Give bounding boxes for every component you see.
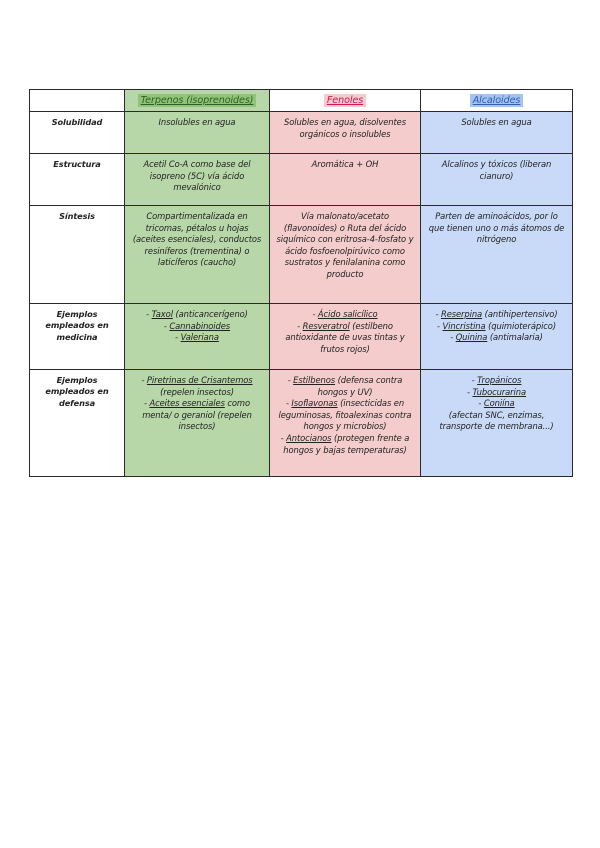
example-name: Isoflavonas — [291, 398, 338, 409]
header-row — [30, 90, 573, 112]
example-name: Vincristina — [442, 320, 486, 331]
example-name: Resveratrol — [302, 320, 350, 331]
example-note: (defensa contra hongos y UV) — [317, 375, 403, 397]
cell-fenoles: Aromática + OH — [270, 154, 421, 206]
example-item — [276, 309, 414, 321]
cell-fenoles — [270, 304, 421, 370]
cell-terpenos: Acetil Co-A como base del isopreno (5C) vía ácido mevalónico — [125, 154, 270, 206]
example-name: Tropánicos — [477, 375, 522, 385]
cell-alcaloides: Parten de aminoácidos, por lo que tienen uno o más átomos de nitrógeno — [421, 206, 573, 304]
cell-terpenos: Compartimentalizada en tricomas, pétalos u hojas (aceites esenciales), conductos resiníferos (trementina) o laticíferos (caucho) — [125, 206, 270, 304]
example-prefix: - — [437, 320, 443, 331]
row-label: Síntesis — [30, 206, 125, 304]
example-name: Coniína — [483, 398, 515, 409]
example-name: Valeriana — [180, 332, 219, 343]
example-note: (protegen frente a hongos y bajas temperaturas) — [283, 432, 410, 455]
example-item — [276, 375, 414, 398]
example-item — [131, 309, 263, 321]
header-terpenos — [125, 90, 270, 112]
row-sintesis — [30, 206, 573, 304]
cell-terpenos — [125, 304, 270, 370]
cell-fenoles — [270, 370, 421, 477]
cell-alcaloides: Solubles en agua — [421, 112, 573, 154]
example-name: Antocianos — [286, 432, 332, 443]
example-note: (quimioterápico) — [485, 320, 556, 331]
example-name: Taxol — [151, 309, 173, 319]
example-item — [276, 433, 414, 456]
example-prefix: - — [471, 375, 478, 385]
cell-alcaloides: Alcalinos y tóxicos (liberan cianuro) — [421, 154, 573, 206]
example-item — [427, 332, 566, 344]
example-note: (estilbeno antioxidante de uvas tintas y frutos rojos) — [285, 320, 405, 354]
example-note: (insecticidas en leguminosas, fitoalexinas contra hongos y microbios) — [278, 398, 412, 432]
example-item — [131, 332, 263, 344]
example-prefix: - — [287, 375, 294, 385]
example-prefix: - — [163, 320, 170, 331]
header-alcaloides — [421, 90, 573, 112]
example-note: como menta/ o geraniol (repelen insectos) — [142, 398, 252, 432]
example-item — [427, 375, 566, 387]
example-name: Ácido salicílico — [317, 309, 378, 319]
cell-terpenos — [125, 370, 270, 477]
example-name: Tubocurarina — [472, 386, 526, 397]
example-prefix: - — [280, 432, 287, 443]
header-fenoles — [270, 90, 421, 112]
example-item — [427, 321, 566, 333]
example-note: (afectan SNC, enzimas, transporte de membrana...) — [439, 409, 554, 432]
header-alcaloides-label: Alcaloides — [470, 94, 524, 107]
cell-fenoles: Solubles en agua, disolventes orgánicos o insolubles — [270, 112, 421, 154]
row-estructura — [30, 154, 573, 206]
cell-alcaloides — [421, 304, 573, 370]
example-item — [276, 321, 414, 356]
example-note: (antihipertensivo) — [482, 309, 558, 319]
example-item — [131, 375, 263, 398]
example-name: Estilbenos — [293, 375, 336, 385]
example-note: (repelen insectos) — [160, 386, 234, 397]
row-label: Solubilidad — [30, 112, 125, 154]
example-prefix: - — [435, 309, 441, 319]
example-prefix: - — [143, 398, 150, 409]
example-prefix: - — [297, 320, 303, 331]
example-item — [427, 387, 566, 399]
example-note: (antimalaria) — [487, 332, 543, 343]
row-label: Estructura — [30, 154, 125, 206]
cell-fenoles: Vía malonato/acetato (flavonoides) o Ruta del ácido siquímico con eritrosa-4-fosfato y ácido fosfoenolpirúvico como sustratos y fenilalanina como producto — [270, 206, 421, 304]
example-item — [131, 321, 263, 333]
example-prefix: - — [146, 309, 152, 319]
example-prefix: - — [478, 398, 484, 409]
example-prefix: - — [466, 386, 473, 397]
row-solubilidad — [30, 112, 573, 154]
row-medicina — [30, 304, 573, 370]
example-note: (anticancerígeno) — [172, 309, 248, 319]
example-prefix: - — [312, 309, 318, 319]
example-prefix: - — [175, 332, 181, 343]
example-prefix: - — [141, 375, 147, 385]
example-item — [427, 309, 566, 321]
example-name: Piretrinas de Crisantemos — [146, 375, 253, 385]
row-label: Ejemplos empleados en defensa — [30, 370, 125, 477]
example-name: Aceites esenciales — [149, 398, 225, 409]
example-name: Reserpina — [440, 309, 483, 319]
comparison-table — [29, 89, 573, 477]
corner-cell — [30, 90, 125, 112]
example-item — [276, 398, 414, 433]
example-name: Cannabinoides — [169, 320, 231, 331]
header-fenoles-label: Fenoles — [324, 94, 366, 107]
example-item — [427, 398, 566, 410]
example-item — [131, 398, 263, 433]
example-name: Quinina — [455, 332, 488, 343]
example-item — [427, 410, 566, 433]
example-prefix: - — [285, 398, 292, 409]
cell-terpenos: Insolubles en agua — [125, 112, 270, 154]
example-prefix: - — [450, 332, 456, 343]
header-terpenos-label: Terpenos (isoprenoides) — [138, 94, 257, 107]
row-defensa — [30, 370, 573, 477]
row-label: Ejemplos empleados en medicina — [30, 304, 125, 370]
cell-alcaloides — [421, 370, 573, 477]
